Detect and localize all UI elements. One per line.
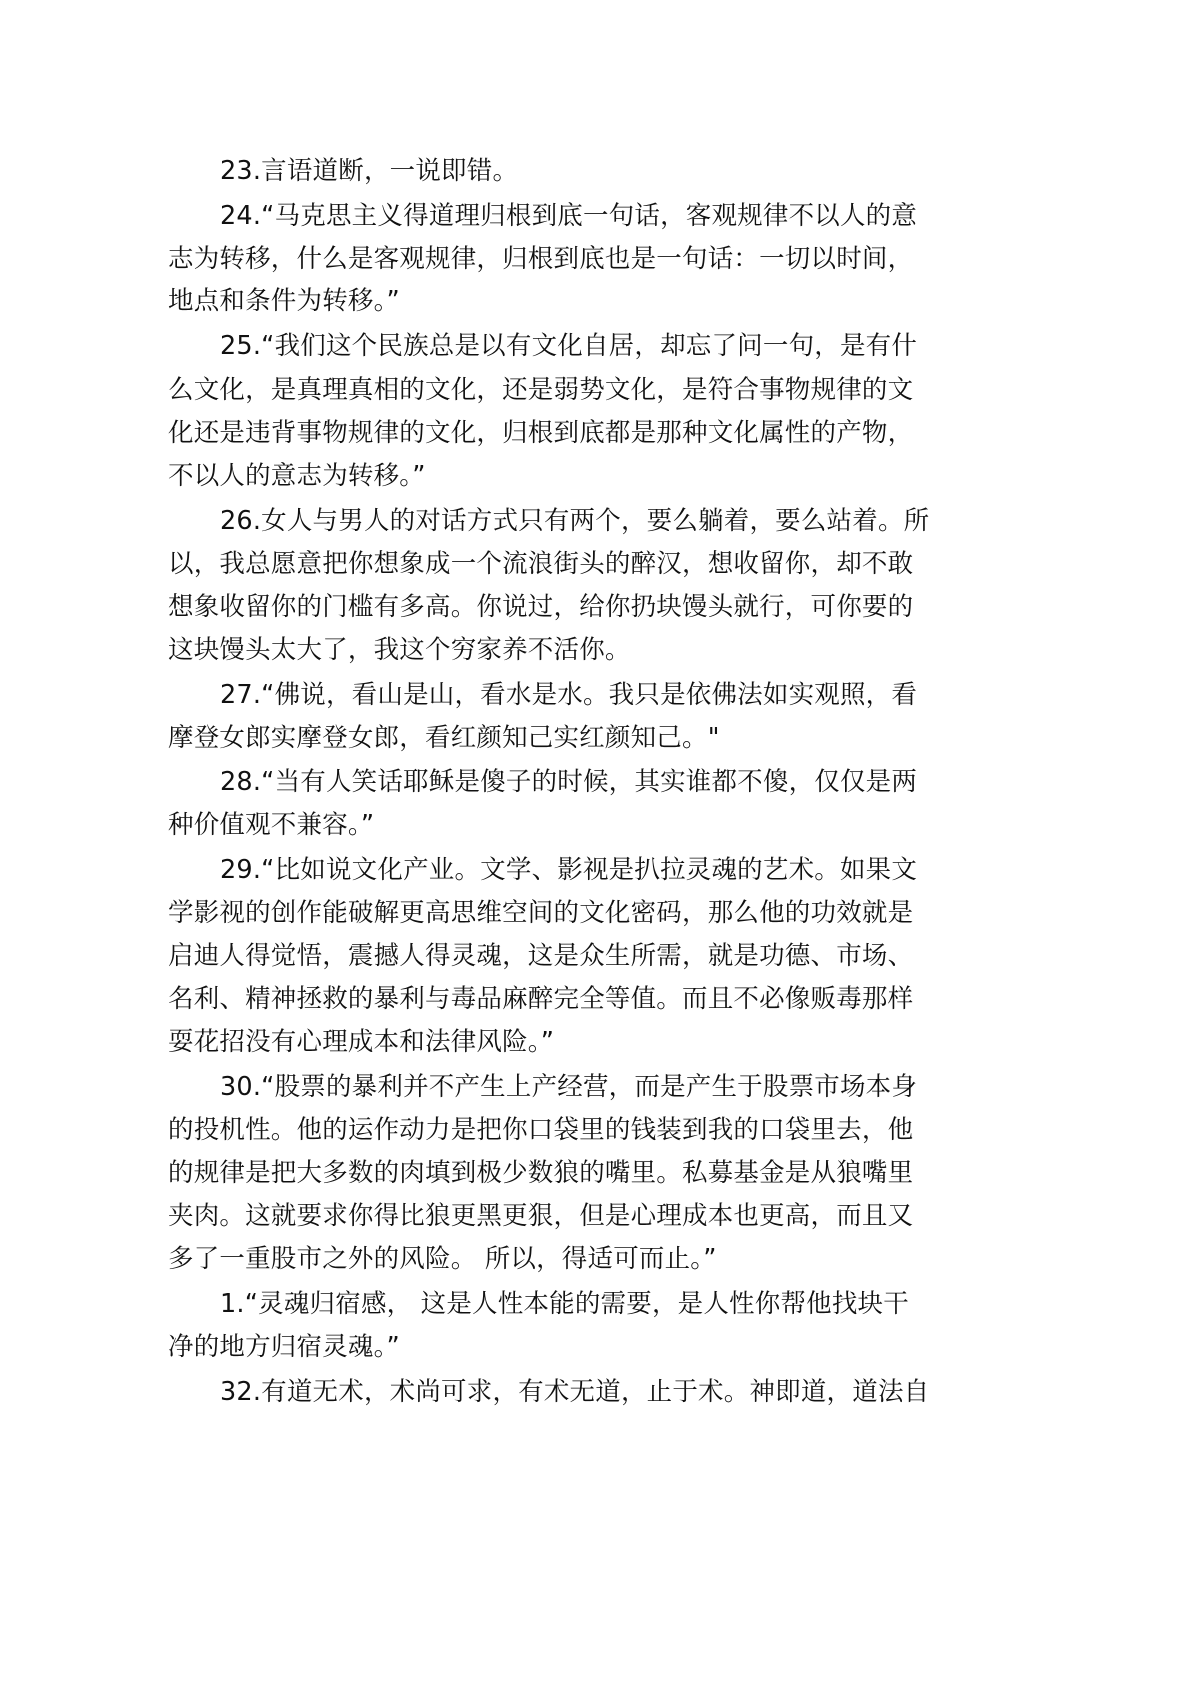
text-line: 么文化，是真理真相的文化，还是弱势文化，是符合事物规律的文 — [168, 375, 914, 405]
text-line: 的规律是把大多数的肉填到极少数狼的嘴里。私募基金是从狼嘴里 — [168, 1158, 914, 1188]
text-line: 不以人的意志为转移。” — [168, 461, 426, 491]
text-line: 启迪人得觉悟，震撼人得灵魂，这是众生所需，就是功德、市场、 — [168, 941, 914, 971]
text-line: 化还是违背事物规律的文化，归根到底都是那种文化属性的产物， — [168, 418, 914, 448]
text-line: 夹肉。这就要求你得比狼更黑更狠，但是心理成本也更高，而且又 — [168, 1201, 914, 1231]
text-line: 25.“我们这个民族总是以有文化自居，却忘了问一句，是有什 — [220, 331, 918, 361]
text-line: 多了一重股市之外的风险。 所以，得适可而止。” — [168, 1244, 717, 1274]
text-line: 32.有道无术，术尚可求，有术无道，止于术。神即道，道法自 — [220, 1377, 930, 1407]
text-line: 28.“当有人笑话耶稣是傻子的时候，其实谁都不傻，仅仅是两 — [220, 767, 918, 797]
text-line: 种价值观不兼容。” — [168, 810, 375, 840]
text-line: 23.言语道断，一说即错。 — [220, 156, 519, 186]
text-line: 以，我总愿意把你想象成一个流浪街头的醉汉，想收留你，却不敢 — [168, 549, 914, 579]
text-line: 26.女人与男人的对话方式只有两个，要么躺着，要么站着。所 — [220, 506, 930, 536]
text-line: 30.“股票的暴利并不产生上产经营，而是产生于股票市场本身 — [220, 1072, 918, 1102]
text-line: 1.“灵魂归宿感， 这是人性本能的需要，是人性你帮他找块干 — [220, 1289, 909, 1319]
text-line: 志为转移，什么是客观规律，归根到底也是一句话：一切以时间， — [168, 244, 914, 274]
text-line: 耍花招没有心理成本和法律风险。” — [168, 1027, 555, 1057]
text-line: 想象收留你的门槛有多高。你说过，给你扔块馒头就行，可你要的 — [168, 592, 914, 622]
text-line: 学影视的创作能破解更高思维空间的文化密码，那么他的功效就是 — [168, 898, 914, 928]
text-line: 这块馒头太大了，我这个穷家养不活你。 — [168, 635, 631, 665]
text-line: 24.“马克思主义得道理归根到底一句话，客观规律不以人的意 — [220, 201, 918, 231]
text-line: 地点和条件为转移。” — [168, 286, 400, 316]
text-line: 的投机性。他的运作动力是把你口袋里的钱装到我的口袋里去，他 — [168, 1115, 914, 1145]
text-line: 净的地方归宿灵魂。” — [168, 1332, 400, 1362]
text-line: 29.“比如说文化产业。文学、影视是扒拉灵魂的艺术。如果文 — [220, 855, 918, 885]
text-line: 名利、精神拯救的暴利与毒品麻醉完全等值。而且不必像贩毒那样 — [168, 984, 914, 1014]
text-line: 摩登女郎实摩登女郎，看红颜知己实红颜知己。" — [168, 723, 720, 753]
text-line: 27.“佛说，看山是山，看水是水。我只是依佛法如实观照，看 — [220, 680, 918, 710]
